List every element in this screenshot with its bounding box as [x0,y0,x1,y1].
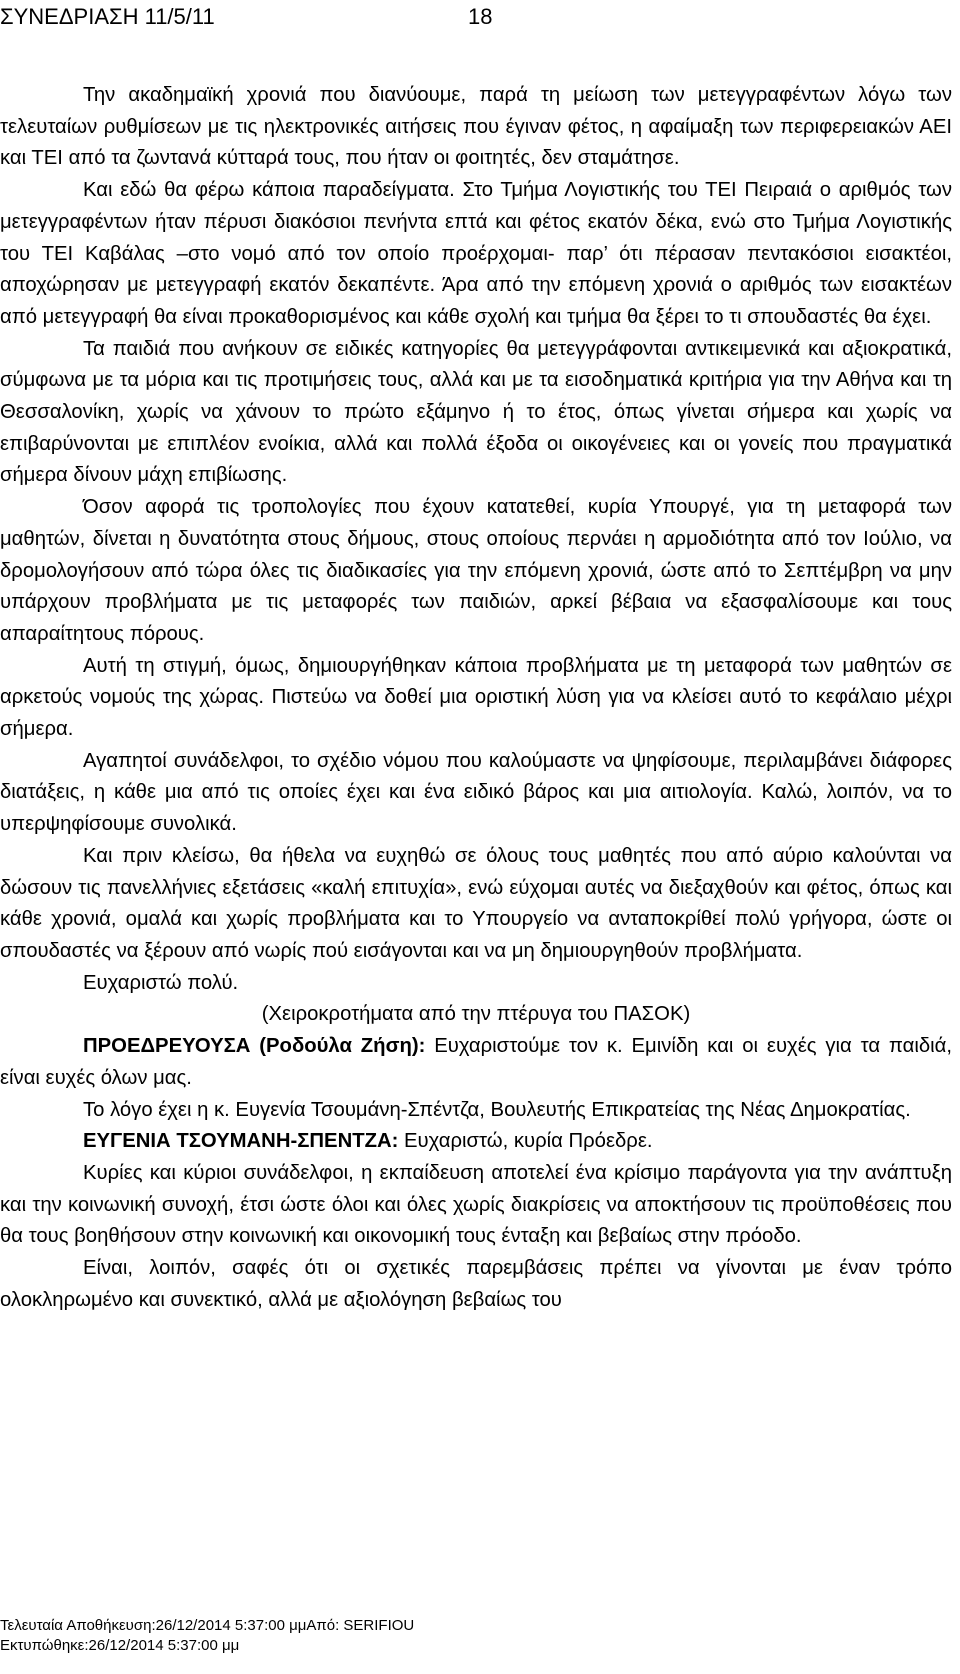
paragraph [0,746,952,841]
paragraph-text: Όσον αφορά τις τροπολογίες που έχουν κατατεθεί, κυρία Υπουργέ, για τη μεταφορά των μαθητών, δίνεται η δυνατότητα στους δήμους, στους οποίους περνάει η αρμοδιότητα από τον Ιούλιο, να δρομολογήσουν από τώρα όλες τις διαδικασίες για την επόμενη χρονιά, ώστε από το Σεπτέμβρη να μην υπάρχουν προβλήματα με τις μεταφορές των παιδιών, αρκεί βέβαια να εξασφαλίσουμε και τους απαραίτητους πόρους. [0,496,952,645]
page-footer [0,1616,414,1656]
last-saved-line: Τελευταία Αποθήκευση:26/12/2014 5:37:00 μμΑπό: SERIFIOU [0,1617,415,1634]
paragraph-text: Τα παιδιά που ανήκουν σε ειδικές κατηγορίες θα μετεγγράφονται αντικειμενικά και αξιοκρατικά, σύμφωνα με τα μόρια και τις προτιμήσεις τους, αλλά και με τα εισοδηματικά κριτήρια για την Αθήνα και τη Θεσσαλονίκη, χωρίς να χάνουν το πρώτο εξάμηνο ή το έτος, όπως γίνεται σήμερα και χωρίς να επιβαρύνονται με επιπλέον ενοίκια, αλλά και πολλά έξοδα οι οικογένειες και οι γονείς που πραγματικά σήμερα δίνουν μάχη επιβίωσης. [0,337,952,487]
paragraph-text: Ευχαριστώ, κυρία Πρόεδρε. [398,1130,653,1153]
paragraph-text: Είναι, λοιπόν, σαφές ότι οι σχετικές παρεμβάσεις πρέπει να γίνονται με έναν τρόπο ολοκληρωμένο και συνεκτικό, αλλά με αξιολόγηση βεβαίως του [0,1257,952,1311]
paragraph-text: Και εδώ θα φέρω κάποια παραδείγματα. Στο Τμήμα Λογιστικής του ΤΕΙ Πειραιά ο αριθμός των μετεγγραφέντων ήταν πέρυσι διακόσιοι πενήντα επτά και φέτος εκατόν δέκα, ενώ στο Τμήμα Λογιστικής του ΤΕΙ Καβάλας –στο νομό από τον οποίο προέρχομαι- παρ’ ότι πέρασαν πεντακόσιοι εισακτέοι, αποχώρησαν με μετεγγραφή εκατόν δεκαπέντε. Άρα από την επόμενη χρονιά ο αριθμός των εισακτέων από μετεγγραφή θα είναι προκαθορισμένος και κάθε σχολή και τμήμα θα ξέρει το τι σπουδαστές θα έχει. [0,179,952,328]
paragraph [0,1253,952,1316]
paragraph [0,175,952,334]
paragraph [0,492,952,651]
speaker-name: ΠΡΟΕΔΡΕΥΟΥΣΑ (Ροδούλα Ζήση): [83,1035,426,1058]
speaker-paragraph [0,1031,952,1094]
paragraph-text: Αυτή τη στιγμή, όμως, δημιουργήθηκαν κάποια προβλήματα με τη μεταφορά των μαθητών σε αρκετούς νομούς της χώρας. Πιστεύω να δοθεί μια οριστική λύση για να κλείσει αυτό το κεφάλαιο μέχρι σήμερα. [0,654,952,741]
session-title: ΣΥΝΕΔΡΙΑΣΗ 11/5/11 [0,4,215,29]
paragraph [0,334,952,493]
paragraph [0,1095,952,1127]
paragraph [0,968,952,1000]
stage-direction [0,999,952,1031]
paragraph-text: Και πριν κλείσω, θα ήθελα να ευχηθώ σε όλους τους μαθητές που από αύριο καλούνται να δώσουν τις πανελλήνιες εξετάσεις «καλή επιτυχία», ενώ εύχομαι αυτές να διεξαχθούν και φέτος, όπως και κάθε χρονιά, ομαλά και χωρίς προβλήματα και το Υπουργείο να ανταποκρίθεί πολύ γρήγορα, ώστε οι σπουδαστές να ξέρουν από νωρίς πού εισάγονται και να μη δημιουργηθούν προβλήματα. [0,844,952,962]
printed-line: Εκτυπώθηκε:26/12/2014 5:37:00 μμ [0,1637,240,1654]
paragraph-text: Αγαπητοί συνάδελφοι, το σχέδιο νόμου που καλούμαστε να ψηφίσουμε, περιλαμβάνει διάφορες διατάξεις, η κάθε μια από τις οποίες έχει και ένα ειδικό βάρος και μια αιτιολογία. Καλώ, λοιπόν, να το υπερψηφίσουμε συνολικά. [0,749,952,836]
page-number: 18 [468,4,493,29]
paragraph [0,651,952,746]
paragraph-text: Το λόγο έχει η κ. Ευγενία Τσουμάνη-Σπέντζα, Βουλευτής Επικρατείας της Νέας Δημοκρατίας. [83,1098,911,1121]
stage-direction-text: (Χειροκροτήματα από την πτέρυγα του ΠΑΣΟΚ) [261,1003,691,1026]
paragraph-text: Ευχαριστώ πολύ. [83,971,239,994]
page-header [0,2,960,32]
paragraph [0,1158,952,1253]
paragraph [0,80,952,175]
speaker-name: ΕΥΓΕΝΙΑ ΤΣΟΥΜΑΝΗ-ΣΠΕΝΤΖΑ: [83,1130,399,1153]
paragraph-text: Κυρίες και κύριοι συνάδελφοι, η εκπαίδευση αποτελεί ένα κρίσιμο παράγοντα για την ανάπτυξη και την κοινωνική συνοχή, έτσι ώστε όλοι και όλες χωρίς διακρίσεις να αποκτήσουν τις προϋποθέσεις που θα τους βοηθήσουν στην κοινωνική και οικονομική τους ένταξη και βεβαίως στην πρόοδο. [0,1161,952,1248]
paragraph-text: Την ακαδημαϊκή χρονιά που διανύουμε, παρά τη μείωση των μετεγγραφέντων λόγω των τελευταίων ρυθμίσεων με τις ηλεκτρονικές αιτήσεις που έγιναν φέτος, η αφαίμαξη των περιφερειακών ΑΕΙ και ΤΕΙ από τα ζωντανά κύτταρά τους, που ήταν οι φοιτητές, δεν σταμάτησε. [0,84,952,170]
speaker-paragraph [0,1126,952,1158]
paragraph-text: Ευχαριστούμε τον κ. Εμινίδη και οι ευχές για τα παιδιά, είναι ευχές όλων μας. [0,1035,952,1089]
paragraph [0,841,952,968]
transcript-body [0,80,952,1316]
